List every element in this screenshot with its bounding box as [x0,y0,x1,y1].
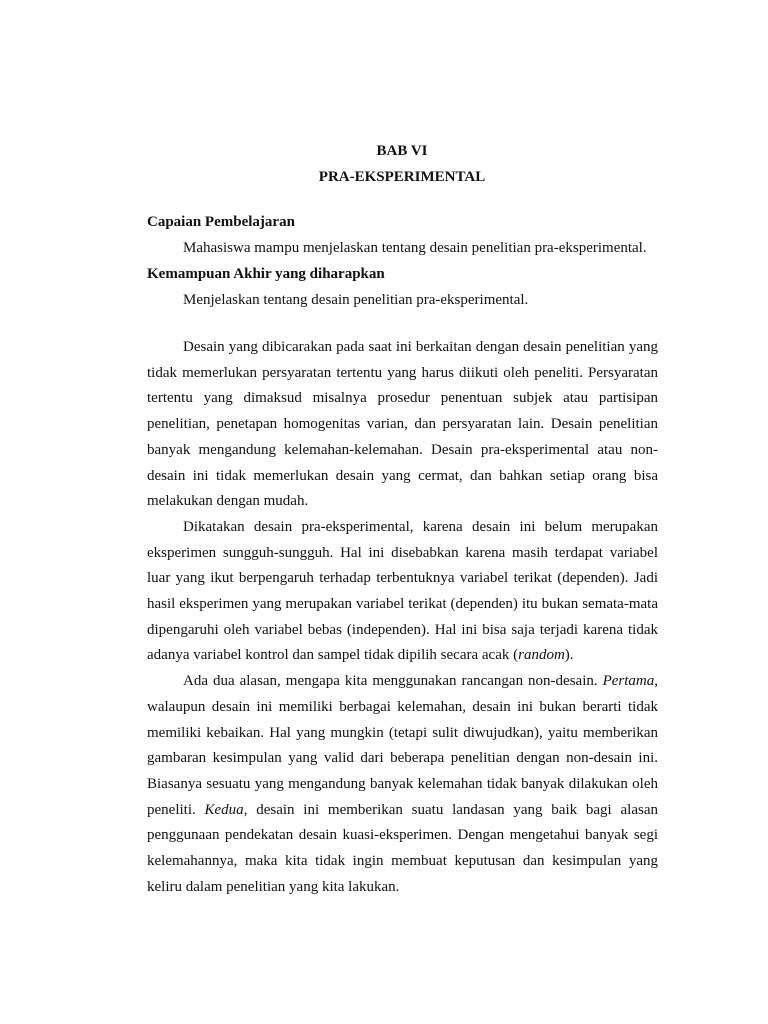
section-text-kemampuan: Menjelaskan tentang desain penelitian pra-eksperimental. [183,292,529,308]
body-text [147,335,658,900]
section-text-capaian: Mahasiswa mampu menjelaskan tentang desain penelitian pra-eksperimental. [183,240,647,256]
section-heading-capaian: Capaian Pembelajaran [147,214,295,230]
paragraph-3-part-3: , desain ini memberikan suatu landasan yang baik bagi alasan penggunaan pendekatan desain kuasi-eksperimen. Dengan mengetahui banyak segi kelemahannya, maka kita tidak ingin membuat keputusan dan kesimpulan yang keliru dalam penelitian yang kita lakukan. [147,801,658,895]
paragraph-1 [147,335,658,515]
paragraph-3 [147,669,658,900]
section-heading-kemampuan: Kemampuan Akhir yang diharapkan [147,266,385,282]
learning-outcomes [147,209,659,313]
paragraph-2-italic-random: random [518,647,565,664]
chapter-header [0,138,768,190]
chapter-number: BAB VI [376,143,428,159]
paragraph-3-part-2: walaupun desain ini memiliki berbagai kelemahan, desain ini bukan berarti tidak memiliki kebaikan. Hal yang mungkin (tetapi sulit diwujudkan), yaitu memberikan gambaran kesimpulan yang valid dari beberapa penelitian dengan non-desain ini. Biasanya sesuatu yang mengandung banyak kelemahan tidak banyak dilakukan oleh peneliti. [147,698,658,818]
paragraph-2 [147,515,658,669]
chapter-title: PRA-EKSPERIMENTAL [318,169,486,185]
paragraph-3-italic-pertama: Pertama, [602,673,658,690]
paragraph-2-part-1: Dikatakan desain pra-eksperimental, karena desain ini belum merupakan eksperimen sungguh-sungguh. Hal ini disebabkan karena masih terdapat variabel luar yang ikut berpengaruh terhadap terbentuknya variabel terikat (dependen). Jadi hasil eksperimen yang merupakan variabel terikat (dependen) itu bukan semata-mata dipengaruhi oleh variabel bebas (independen). Hal ini bisa saja terjadi karena tidak adanya variabel kontrol dan sampel tidak dipilih secara acak ( [147,518,658,664]
paragraph-3-part-1: Ada dua alasan, mengapa kita menggunakan rancangan non-desain. [183,673,603,690]
paragraph-1-text: Desain yang dibicarakan pada saat ini berkaitan dengan desain penelitian yang tidak memerlukan persyaratan tertentu yang harus diikuti oleh peneliti. Persyaratan tertentu yang dimaksud misalnya prosedur penentuan subjek atau partisipan penelitian, penetapan homogenitas varian, dan persyaratan lain. Desain penelitian banyak mengandung kelemahan-kelemahan. Desain pra-eksperimental atau non-desain ini tidak memerlukan desain yang cermat, dan bahkan setiap orang bisa melakukan dengan mudah. [147,339,658,510]
paragraph-2-part-2: ). [564,647,574,664]
paragraph-3-italic-kedua: Kedua [204,801,244,818]
